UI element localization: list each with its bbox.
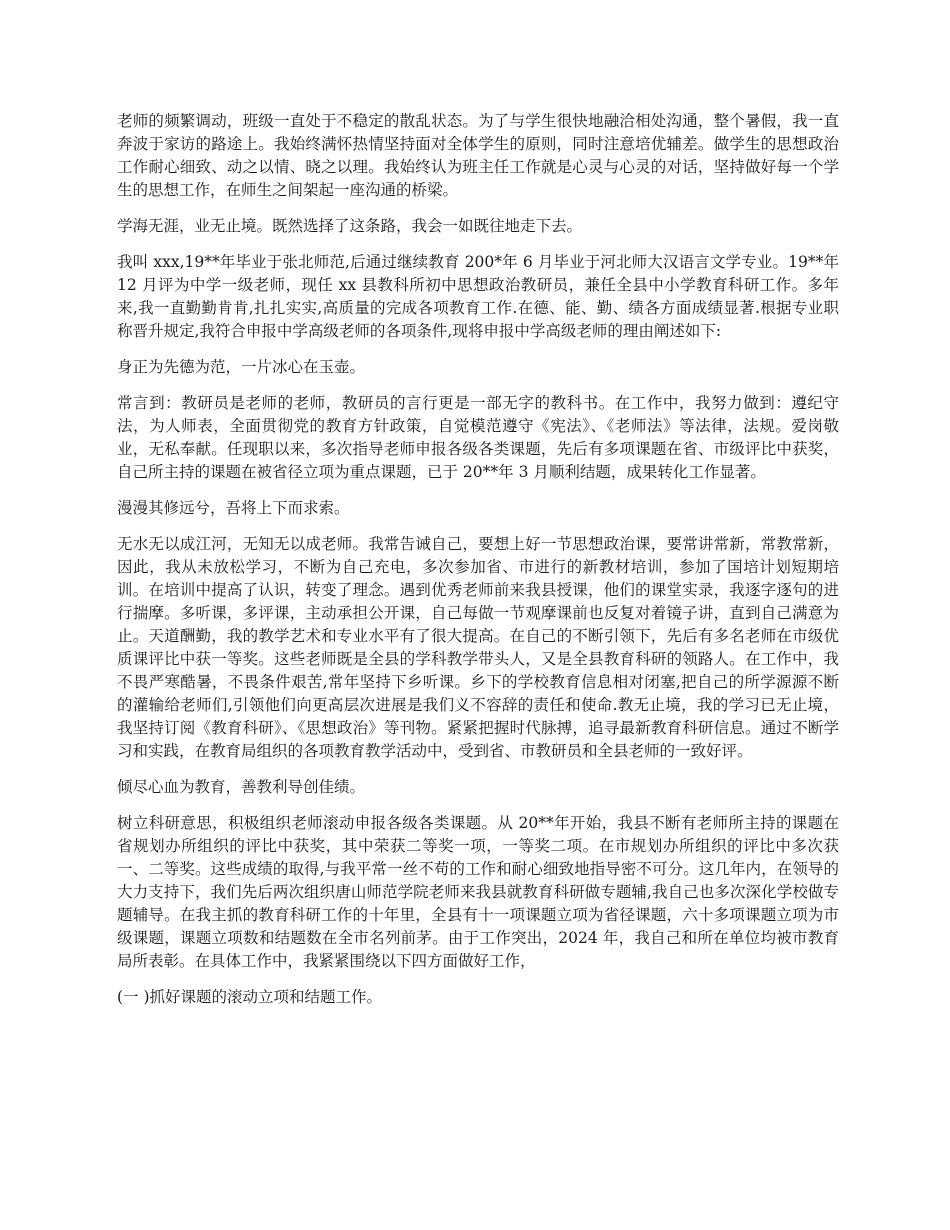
paragraph-self-introduction: 我叫 xxx,19**年毕业于张北师范,后通过继续教育 200*年 6 月毕业于河北师大汉语言文学专业。19**年 12 月评为中学一级老师，现任 xx 县教科所初中思想政治教研员，兼任全县中小学教育科研工作。多年来,我一直勤勤肯肯,扎扎实实,高质量的完成各项教育工作.在德、能、勤、绩各方面成绩显著.根据专业职称晋升规定,我符合申报中学高级老师的各项条件,现将申报中学高级老师的理由阐述如下: (117, 253, 839, 340)
paragraph-research-projects: 树立科研意思，积极组织老师滚动申报各级各类课题。从 20**年开始，我县不断有老师所主持的课题在省规划办所组织的评比中获奖，其中荣获二等奖一项，一等奖二项。在市规划办所组织的评比中多次获一、二等奖。这些成绩的取得,与我平常一丝不苟的工作和耐心细致地指导密不可分。这几年内，在领导的大力支持下，我们先后两次组织唐山师范学院老师来我县就教育科研做专题辅,我自己也多次深化学校做专题辅导。在我主抓的教育科研工作的十年里，全县有十一项课题立项为省径课题，六十多项课题立项为市级课题，课题立项数和结题数在全市名列前茅。由于工作突出，2024 年，我自己和所在单位均被市教育局所表彰。在具体工作中，我紧紧围绕以下四方面做好工作， (117, 814, 839, 970)
paragraph-continuous-learning: 无水无以成江河，无知无以成老师。我常告诫自己，要想上好一节思想政治课，要常讲常新，常教常新，因此，我从未放松学习，不断为自己充电，多次参加省、市进行的新教材培训，参加了国培计划短期培训。在培训中提高了认识，转变了理念。遇到优秀老师前来我县授课，他们的课堂实录，我逐字逐句的进行揣摩。多听课，多评课，主动承担公开课，自己每做一节观摩课前也反复对着镜子讲，直到自己满意为止。天道酬勤，我的教学艺术和专业水平有了很大提高。在自己的不断引领下，先后有多名老师在市级优质课评比中获一等奖。这些老师既是全县的学科教学带头人，又是全县教育科研的领路人。在工作中，我不畏严寒酷暑，不畏条件艰苦,常年坚持下乡听课。乡下的学校教育信息相对闭塞,把自己的所学源源不断的灌输给老师们,引领他们向更高层次进展是我们义不容辞的责任和使命.教无止境，我的学习已无止境，我坚持订阅《教育科研》、《思想政治》等刊物。紧紧把握时代脉搏，追寻最新教育科研信息。通过不断学习和实践，在教育局组织的各项教育教学活动中，受到省、市教研员和全县老师的一致好评。 (117, 535, 839, 760)
paragraph-research-role: 常言到：教研员是老师的老师，教研员的言行更是一部无字的教科书。在工作中，我努力做到：遵纪守法，为人师表，全面贯彻党的教育方针政策，自觉模范遵守《宪法》、《老师法》等法律，法规。爱岗敬业，无私奉献。任现职以来，多次指导老师申报各级各类课题，先后有多项课题在省、市级评比中获奖，自己所主持的课题在被省径立项为重点课题，已于 20**年 3 月顺利结题，成果转化工作显著。 (117, 394, 839, 481)
paragraph-section-one: (一 )抓好课题的滚动立项和结题工作。 (117, 988, 383, 1006)
paragraph-heading-virtue: 身正为先德为范，一片冰心在玉壶。 (117, 358, 366, 376)
paragraph-heading-dedication: 倾尽心血为教育，善教利导创佳绩。 (117, 778, 366, 796)
paragraph-class-management: 老师的频繁调动，班级一直处于不稳定的散乱状态。为了与学生很快地融洽相处沟通，整个暑假，我一直奔波于家访的路途上。我始终满怀热情坚持面对全体学生的原则，同时注意培优辅差。做学生的思想政治工作耐心细致、动之以情、晓之以理。我始终认为班主任工作就是心灵与心灵的对话，坚持做好每一个学生的思想工作，在师生之间架起一座沟通的桥梁。 (117, 112, 839, 199)
paragraph-motto-learning: 学海无涯，业无止境。既然选择了这条路，我会一如既往地走下去。 (117, 217, 583, 235)
paragraph-heading-pursuit: 漫漫其修远兮，吾将上下而求索。 (117, 499, 350, 517)
document-body (117, 110, 839, 1022)
